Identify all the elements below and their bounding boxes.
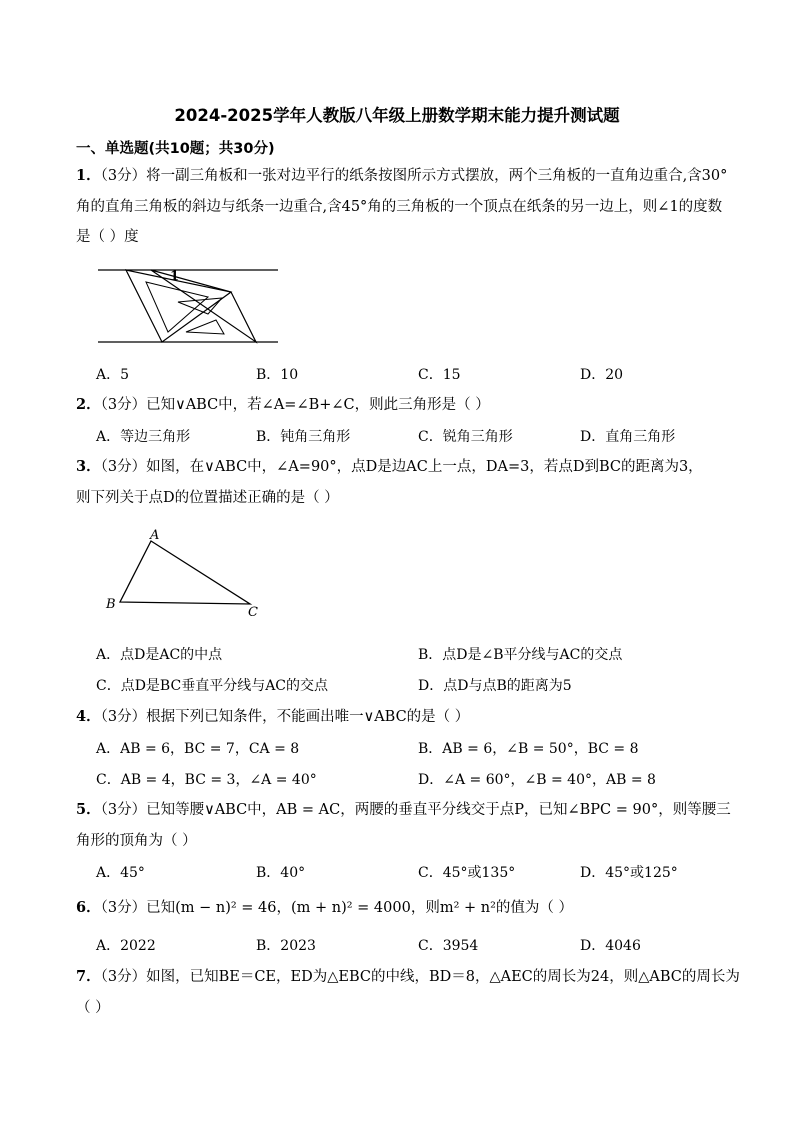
question-7-line-2: （ ） bbox=[76, 1000, 110, 1016]
question-4-line-1 bbox=[76, 708, 469, 726]
q3-figure bbox=[104, 528, 264, 620]
option-c[interactable]: C．15 bbox=[418, 367, 461, 383]
question-text: 已知∨ABC中，若∠A=∠B+∠C，则此三角形是（ ） bbox=[146, 397, 490, 413]
angle-1-label: 1 bbox=[170, 269, 180, 284]
question-5-line-2: 角形的顶角为（ ） bbox=[76, 833, 197, 849]
question-1-line-2: 角的直角三角板的斜边与纸条一边重合,含45°角的三角板的一个顶点在纸条的另一边上，则∠1的度数 bbox=[76, 199, 723, 215]
question-score: （3分） bbox=[100, 459, 147, 475]
option-a[interactable]: A．AB = 6，BC = 7，CA = 8 bbox=[96, 741, 300, 757]
option-c[interactable]: C．锐角三角形 bbox=[418, 429, 513, 445]
option-b[interactable]: B．AB = 6，∠B = 50°，BC = 8 bbox=[418, 741, 639, 757]
question-3-line-2: 则下列关于点D的位置描述正确的是（ ） bbox=[76, 490, 339, 506]
option-c[interactable]: C．3954 bbox=[418, 938, 479, 954]
question-score: （3分） bbox=[100, 802, 147, 818]
option-d[interactable]: D．4046 bbox=[580, 938, 641, 954]
q1-figure bbox=[96, 262, 282, 346]
question-number: 5． bbox=[76, 801, 101, 818]
option-a[interactable]: A．2022 bbox=[96, 938, 156, 954]
option-a[interactable]: A．45° bbox=[96, 865, 145, 881]
option-c[interactable]: C．45°或135° bbox=[418, 865, 516, 881]
question-score: （3分） bbox=[100, 709, 147, 725]
question-1-line-3: 是（ ）度 bbox=[76, 229, 139, 245]
option-b[interactable]: B．2023 bbox=[256, 938, 316, 954]
option-d[interactable]: D．20 bbox=[580, 367, 624, 383]
question-number: 3． bbox=[76, 458, 101, 475]
option-c[interactable]: C．点D是BC垂直平分线与AC的交点 bbox=[96, 678, 329, 694]
question-number: 6． bbox=[76, 899, 101, 916]
question-number: 4． bbox=[76, 708, 101, 725]
vertex-a-label: A bbox=[150, 528, 160, 543]
question-number: 7． bbox=[76, 968, 101, 985]
triangle-30-inner bbox=[146, 282, 208, 332]
option-a[interactable]: A．等边三角形 bbox=[96, 429, 191, 445]
triangle-abc bbox=[120, 541, 250, 604]
vertex-c-label: C bbox=[248, 605, 258, 620]
question-score: （3分） bbox=[100, 969, 147, 985]
question-text: 根据下列已知条件，不能画出唯一∨ABC的是（ ） bbox=[146, 709, 470, 725]
option-d[interactable]: D．∠A = 60°，∠B = 40°，AB = 8 bbox=[418, 772, 656, 788]
option-d[interactable]: D．点D与点B的距离为5 bbox=[418, 678, 572, 694]
question-score: （3分） bbox=[100, 397, 147, 413]
page-title: 2024-2025学年人教版八年级上册数学期末能力提升测试题 bbox=[174, 106, 620, 125]
option-b[interactable]: B．40° bbox=[256, 865, 306, 881]
question-score: （3分） bbox=[100, 168, 147, 184]
triangle-small-inner bbox=[186, 320, 224, 334]
question-score: （3分） bbox=[100, 900, 147, 916]
question-1-line-1 bbox=[76, 167, 727, 185]
question-number: 1． bbox=[76, 167, 101, 184]
option-b[interactable]: B．钝角三角形 bbox=[256, 429, 351, 445]
question-7-line-1 bbox=[76, 968, 740, 986]
section-heading: 一、单选题(共10题；共30分) bbox=[76, 141, 275, 157]
triangle-45-inner bbox=[178, 298, 222, 314]
option-d[interactable]: D．45°或125° bbox=[580, 865, 678, 881]
triangle-45-outer bbox=[151, 270, 256, 342]
option-d[interactable]: D．直角三角形 bbox=[580, 429, 676, 445]
question-text: 已知等腰∨ABC中，AB = AC，两腰的垂直平分线交于点P，已知∠BPC = 90°，则等腰三 bbox=[146, 802, 731, 818]
option-a[interactable]: A．点D是AC的中点 bbox=[96, 647, 223, 663]
question-text: 将一副三角板和一张对边平行的纸条按图所示方式摆放，两个三角板的一直角边重合,含30° bbox=[146, 168, 728, 184]
question-text: 已知(m − n)² = 46，(m + n)² = 4000，则m² + n²的值为（ ） bbox=[146, 900, 574, 916]
option-b[interactable]: B．10 bbox=[256, 367, 299, 383]
question-number: 2． bbox=[76, 396, 101, 413]
question-2-line-1 bbox=[76, 396, 490, 414]
question-text: 如图，在∨ABC中，∠A=90°，点D是边AC上一点，DA=3，若点D到BC的距离为3， bbox=[146, 459, 703, 475]
option-c[interactable]: C．AB = 4，BC = 3，∠A = 40° bbox=[96, 772, 317, 788]
question-6-line-1 bbox=[76, 899, 573, 917]
option-a[interactable]: A．5 bbox=[96, 367, 130, 383]
question-text: 如图，已知BE＝CE，ED为△EBC的中线，BD＝8，△AEC的周长为24，则△ABC的周长为 bbox=[146, 969, 740, 985]
question-3-line-1 bbox=[76, 458, 703, 476]
vertex-b-label: B bbox=[106, 597, 116, 612]
question-5-line-1 bbox=[76, 801, 731, 819]
option-b[interactable]: B．点D是∠B平分线与AC的交点 bbox=[418, 647, 623, 663]
